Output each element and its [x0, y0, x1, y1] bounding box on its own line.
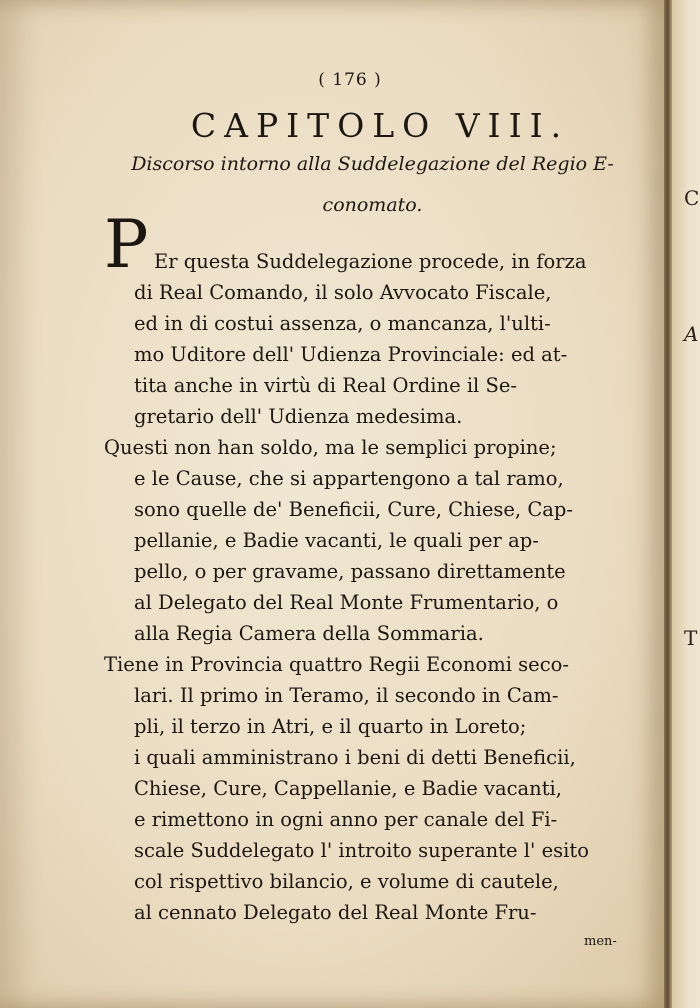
text-line: Questi non han soldo, ma le semplici propine;: [104, 436, 557, 459]
text-line: al Delegato del Real Monte Frumentario, o: [134, 591, 559, 614]
text-line: lari. Il primo in Teramo, il secondo in Cam-: [134, 684, 559, 707]
text-line: pellanie, e Badie vacanti, le quali per ap-: [134, 529, 539, 552]
facing-page-glyph: T: [684, 626, 698, 650]
text-line: Chiese, Cure, Cappellanie, e Badie vacanti,: [134, 777, 562, 800]
text-line: tita anche in virtù di Real Ordine il Se-: [134, 374, 517, 397]
facing-page-glyph: C: [684, 186, 700, 210]
text-line: col rispettivo bilancio, e volume di cautele,: [134, 870, 559, 893]
text-line: alla Regia Camera della Sommaria.: [134, 622, 484, 645]
facing-page-glyph: A: [684, 322, 699, 346]
text-line: e le Cause, che si appartengono a tal ramo,: [134, 467, 564, 490]
page-number: ( 176 ): [318, 70, 382, 90]
drop-cap: P: [104, 206, 149, 283]
chapter-subtitle-line-1: Discorso intorno alla Suddelegazione del Regio E-: [131, 153, 614, 175]
text-line: e rimettono in ogni anno per canale del Fi-: [134, 808, 558, 831]
text-line: mo Uditore dell' Udienza Provinciale: ed at-: [134, 343, 568, 366]
text-line: Tiene in Provincia quattro Regii Economi seco-: [104, 653, 569, 676]
text-line: pello, o per gravame, passano direttamente: [134, 560, 566, 583]
text-line: i quali amministrano i beni di detti Beneficii,: [134, 746, 576, 769]
chapter-title: CAPITOLO VIII.: [190, 106, 570, 145]
catchword: men-: [584, 934, 617, 949]
text-line: gretario dell' Udienza medesima.: [134, 405, 463, 428]
chapter-subtitle-line-2: conomato.: [322, 194, 423, 216]
text-line: pli, il terzo in Atri, e il quarto in Loreto;: [134, 715, 527, 738]
text-line: scale Suddelegato l' introito superante l' esito: [134, 839, 589, 862]
text-line: al cennato Delegato del Real Monte Fru-: [134, 901, 537, 924]
text-line: di Real Comando, il solo Avvocato Fiscale,: [134, 281, 552, 304]
book-gutter: [664, 0, 672, 1008]
text-line: ed in di costui assenza, o mancanza, l'ulti-: [134, 312, 551, 335]
facing-page-edge: [672, 0, 700, 1008]
text-line: sono quelle de' Beneficii, Cure, Chiese, Cap-: [134, 498, 573, 521]
text-line: Er questa Suddelegazione procede, in forza: [154, 250, 587, 273]
